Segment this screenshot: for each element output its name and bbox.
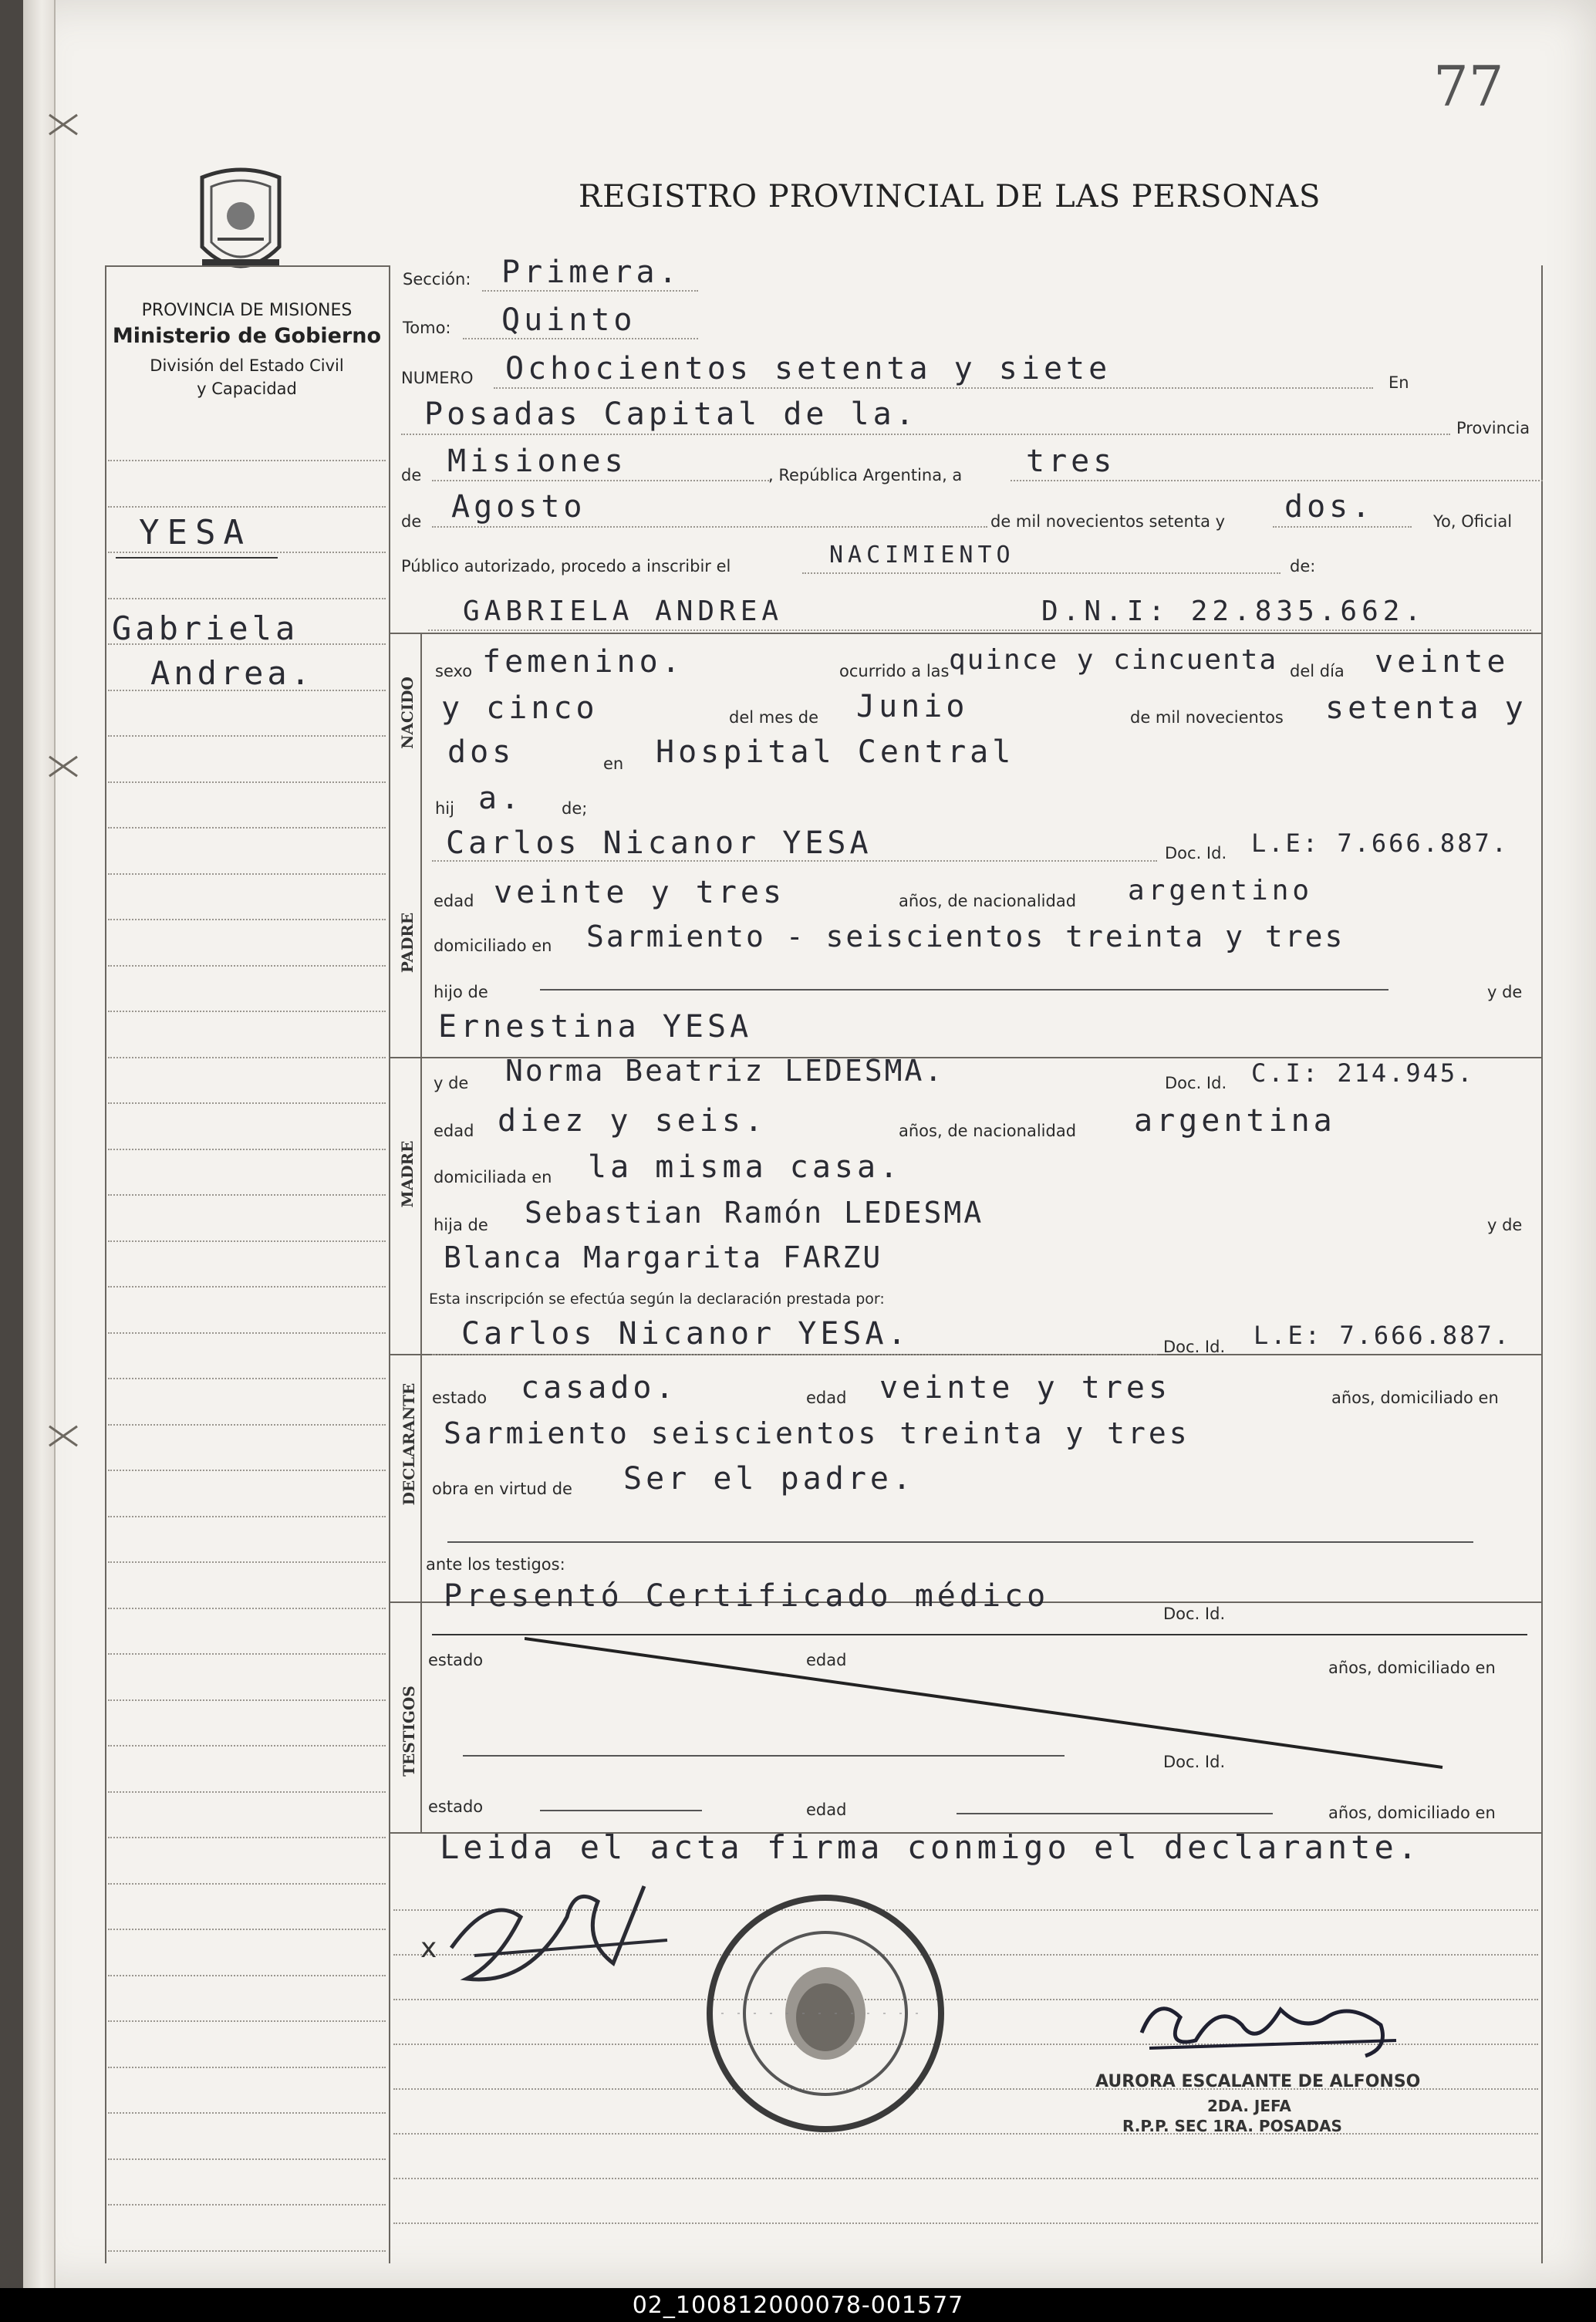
field-line: [432, 1354, 1157, 1355]
madre-domicilio: la misma casa.: [588, 1149, 903, 1185]
declarante-strike: [447, 1541, 1473, 1543]
margin-surname: YESA: [139, 513, 251, 552]
madre-padre-nombre: Sebastian Ramón LEDESMA: [525, 1196, 984, 1230]
declarante-edad: veinte y tres: [879, 1370, 1172, 1406]
margin-rule: [108, 781, 386, 783]
sexo-label: sexo: [435, 662, 473, 680]
margin-rule: [108, 735, 386, 737]
binding-hole: [46, 108, 80, 142]
field-line: [401, 434, 1450, 435]
frame-line: [1541, 265, 1543, 2263]
madre-edad: diez y seis.: [498, 1103, 767, 1139]
dia-nac-2: y cinco: [441, 690, 599, 726]
margin-rule: [108, 1286, 386, 1288]
sexo-value: femenino.: [482, 644, 684, 680]
margin-rule: [108, 2067, 386, 2068]
hora-value: quince y cincuenta: [949, 644, 1278, 676]
lugar-value: Posadas Capital de la.: [424, 397, 918, 432]
field-line: [432, 480, 771, 481]
tomo-value: Quinto: [501, 302, 636, 338]
mes-inscripcion-value: Agosto: [451, 489, 586, 525]
padre-edad: veinte y tres: [494, 875, 786, 910]
margin-rule: [108, 1516, 386, 1517]
testigo2-doc-label: Doc. Id.: [1163, 1753, 1226, 1771]
margin-rule: [108, 1699, 386, 1701]
dia-inscripcion-value: tres: [1026, 444, 1116, 479]
nombre-nacido: GABRIELA ANDREA: [463, 596, 784, 627]
numero-label: NUMERO: [401, 369, 474, 387]
margin-rule: [108, 1240, 386, 1242]
del-mes-label: del mes de: [729, 708, 819, 727]
section-madre: MADRE: [398, 1140, 417, 1208]
margin-rule: [108, 827, 386, 829]
margin-rule: [108, 2020, 386, 2022]
surname-underline: [116, 557, 278, 559]
en-label: En: [1388, 373, 1409, 392]
margin-rule: [108, 1929, 386, 1930]
ano-inscripcion-value: dos.: [1284, 489, 1375, 525]
testigo1-line-2: [463, 1755, 1065, 1757]
section-testigos: TESTIGOS: [400, 1686, 418, 1777]
ano-nac-2: dos: [447, 734, 515, 770]
page-binding: [23, 0, 56, 2288]
field-line: [432, 526, 987, 528]
body-rule: [393, 2222, 1538, 2224]
page-title: REGISTRO PROVINCIAL DE LAS PERSONAS: [579, 179, 1321, 214]
padre-hijo-de-strike: [540, 989, 1388, 991]
testigo2-edad-strike: [957, 1813, 1273, 1814]
de-colon-label: de:: [1290, 557, 1316, 575]
province-seal-icon: [187, 162, 295, 285]
field-line: [482, 290, 698, 292]
margin-rule: [108, 919, 386, 920]
padre-madre-nombre: Ernestina YESA: [438, 1009, 753, 1045]
testigo1-estado-label: estado: [428, 1651, 484, 1669]
margin-rule: [108, 1378, 386, 1379]
frame-line: [389, 265, 390, 2263]
de-semi-label: de;: [562, 799, 588, 818]
margin-rule: [108, 2112, 386, 2114]
field-line: [802, 572, 1281, 574]
frame-line: [105, 265, 106, 2263]
margin-rule: [108, 2250, 386, 2252]
hij-label: hij: [435, 799, 454, 818]
seccion-value: Primera.: [501, 255, 681, 290]
margin-rule: [108, 2204, 386, 2206]
testigo1-anos-label: años, domiciliado en: [1328, 1659, 1496, 1677]
hij-suffix: a.: [478, 781, 524, 816]
madre-edad-label: edad: [434, 1122, 474, 1140]
madre-nacionalidad: argentina: [1134, 1103, 1336, 1139]
ante-testigos-label: ante los testigos:: [426, 1555, 565, 1574]
margin-rule: [108, 1561, 386, 1563]
del-dia-label: del día: [1290, 662, 1345, 680]
margin-rule: [108, 598, 386, 599]
mil-nov-label: de mil novecientos setenta y: [990, 512, 1226, 531]
margin-rule: [108, 965, 386, 967]
testigo2-edad-label: edad: [806, 1801, 847, 1819]
binding-hole: [46, 750, 80, 784]
margin-rule: [108, 1883, 386, 1885]
madre-y-de-label-2: y de: [1487, 1216, 1523, 1234]
ocurrido-label: ocurrido a las: [839, 662, 950, 680]
de-label-2: de: [401, 512, 422, 531]
margin-name-2: Andrea.: [150, 654, 315, 692]
declarante-estado-label: estado: [432, 1389, 488, 1407]
padre-nacionalidad: argentino: [1128, 875, 1314, 906]
margin-rule: [108, 1057, 386, 1058]
oficial-stamp-office: R.P.P. SEC 1RA. POSADAS: [1122, 2117, 1342, 2135]
division-label-2: y Capacidad: [197, 380, 297, 398]
madre-hija-de-label: hija de: [434, 1216, 488, 1234]
margin-rule: [108, 1653, 386, 1655]
margin-rule: [108, 1149, 386, 1150]
yo-oficial-label: Yo, Oficial: [1433, 512, 1513, 531]
body-rule: [393, 2133, 1538, 2135]
testigo2-estado-strike: [540, 1810, 702, 1811]
republica-label: , República Argentina, a: [768, 466, 963, 484]
body-rule: [393, 2178, 1538, 2179]
provincia-value: Misiones: [447, 444, 627, 479]
oficial-stamp-name: AURORA ESCALANTE DE ALFONSO: [1095, 2072, 1421, 2091]
padre-domicilio-label: domiciliado en: [434, 937, 552, 955]
frame-line: [105, 265, 390, 267]
testigo2-anos-label: años, domiciliado en: [1328, 1804, 1496, 1822]
field-line: [428, 629, 1531, 631]
oficial-stamp-role: 2DA. JEFA: [1207, 2097, 1291, 2115]
de-label: de: [401, 466, 422, 484]
svg-text:x: x: [420, 1932, 437, 1964]
inscripcion-label: Esta inscripción se efectúa según la declaración prestada por:: [429, 1291, 885, 1308]
section-padre: PADRE: [398, 912, 417, 974]
declarante-nombre: Carlos Nicanor YESA.: [461, 1316, 910, 1352]
binding-hole: [46, 1419, 80, 1453]
official-round-seal-icon: [698, 1882, 953, 2145]
testigos-nota: Presentó Certificado médico: [444, 1578, 1050, 1614]
obra-label: obra en virtud de: [432, 1480, 572, 1498]
ano-nac-1: setenta y: [1325, 690, 1527, 726]
tomo-label: Tomo:: [403, 319, 451, 337]
margin-name-1: Gabriela: [112, 609, 299, 647]
margin-rule: [108, 460, 386, 461]
padre-doc: L.E: 7.666.887.: [1251, 829, 1509, 858]
madre-domicilio-label: domiciliada en: [434, 1168, 552, 1186]
margin-rule: [108, 1470, 386, 1471]
mes-nac: Junio: [856, 689, 969, 724]
margin-rule: [108, 1837, 386, 1838]
ministry-label: Ministerio de Gobierno: [112, 324, 382, 348]
madre-madre-nombre: Blanca Margarita FARZU: [444, 1240, 883, 1274]
acto-value: NACIMIENTO: [829, 542, 1015, 569]
numero-value: Ochocientos setenta y siete: [505, 351, 1112, 386]
margin-rule: [108, 1608, 386, 1609]
testigo1-edad-label: edad: [806, 1651, 847, 1669]
section-nacido: NACIDO: [398, 677, 417, 749]
declarante-obra: Ser el padre.: [623, 1461, 916, 1497]
lugar-nac: Hospital Central: [656, 734, 1015, 770]
margin-rule: [108, 1745, 386, 1747]
declarante-edad-label: edad: [806, 1389, 847, 1407]
oficial-signature-icon: [1134, 1986, 1404, 2071]
margin-rule: [108, 1332, 386, 1334]
field-line: [463, 338, 698, 339]
padre-doc-label: Doc. Id.: [1165, 844, 1227, 862]
declarante-doc-label: Doc. Id.: [1163, 1338, 1226, 1356]
margin-rule: [108, 1102, 386, 1104]
margin-rule: [108, 873, 386, 875]
en-lower-label: en: [603, 754, 624, 773]
publico-label: Público autorizado, procedo a inscribir el: [401, 557, 731, 575]
section-label-column: [420, 633, 422, 1832]
section-divider: [390, 633, 1542, 634]
margin-rule: [108, 1011, 386, 1012]
madre-nac-label: años, de nacionalidad: [899, 1122, 1077, 1140]
padre-domicilio: Sarmiento - seiscientos treinta y tres: [586, 920, 1345, 953]
testigo1-strike: [525, 1632, 1450, 1771]
dia-nac-1: veinte: [1375, 644, 1510, 680]
field-line: [1273, 526, 1412, 528]
madre-nombre: Norma Beatriz LEDESMA.: [505, 1054, 945, 1088]
madre-y-de-label: y de: [434, 1074, 469, 1092]
padre-nombre: Carlos Nicanor YESA: [446, 825, 872, 861]
provincia-label: Provincia: [1456, 419, 1530, 437]
de-mil-label: de mil novecientos: [1130, 708, 1284, 727]
province-label: PROVINCIA DE MISIONES: [141, 301, 353, 320]
field-line: [1011, 480, 1543, 481]
declarante-doc: L.E: 7.666.887.: [1254, 1321, 1511, 1350]
padre-nac-label: años, de nacionalidad: [899, 892, 1077, 910]
folio-number: 77: [1433, 54, 1504, 119]
padre-edad-label: edad: [434, 892, 474, 910]
declarante-domicilio: Sarmiento seiscientos treinta y tres: [444, 1416, 1190, 1450]
testigo2-estado-label: estado: [428, 1797, 484, 1816]
section-declarante: DECLARANTE: [400, 1382, 418, 1506]
padre-y-de-label: y de: [1487, 983, 1523, 1001]
madre-doc-label: Doc. Id.: [1165, 1074, 1227, 1092]
testigo1-doc-label: Doc. Id.: [1163, 1605, 1226, 1623]
declarante-signature-icon: [420, 1871, 683, 2010]
margin-rule: [108, 1791, 386, 1793]
declarante-estado: casado.: [521, 1370, 678, 1406]
margin-rule: [108, 2158, 386, 2160]
padre-hijo-de-label: hijo de: [434, 983, 488, 1001]
division-label-1: División del Estado Civil: [150, 356, 344, 375]
image-id-footer: 02_100812000078-001577: [0, 2288, 1596, 2322]
seccion-label: Sección:: [403, 270, 471, 289]
field-line: [494, 387, 1373, 389]
margin-rule: [108, 1424, 386, 1426]
madre-doc: C.I: 214.945.: [1251, 1058, 1475, 1088]
margin-rule: [108, 506, 386, 508]
margin-rule: [108, 1975, 386, 1976]
margin-rule: [108, 1194, 386, 1196]
declarante-anos-label: años, domiciliado en: [1331, 1389, 1499, 1407]
cierre-text: Leida el acta firma conmigo el declarante.: [440, 1828, 1422, 1866]
dni-nacido: D.N.I: 22.835.662.: [1041, 596, 1426, 627]
